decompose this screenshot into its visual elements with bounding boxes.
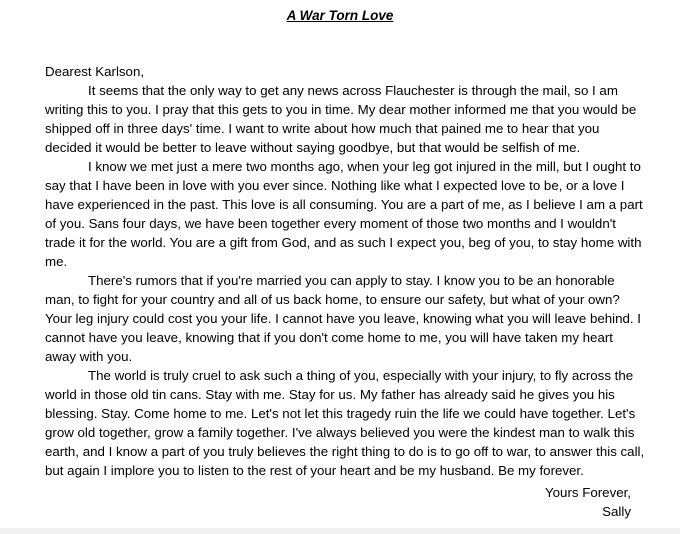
paragraph-1: It seems that the only way to get any news across Flauchester is through the mail, so I am writing this to you. I pray that this gets to you in time. My dear mother informed me that you would be shipped off in three days' time. I want to write about how much that pained me to hear that you decided it would be better to leave without saying goodbye, but that would be selfish of me. xyxy=(45,83,637,155)
paragraph-4: The world is truly cruel to ask such a thing of you, especially with your injury, to fly across the world in those old tin cans. Stay with me. Stay for us. My father has already said he gives you his blessing. Stay. Come home to me. Let's not let this tragedy ruin the life we could have together. Let's grow old together, grow a family together. I've always believed you were the kindest man to walk this earth, and I know a part of you truly believes the right thing to do is to go off to war, to answer this call, but again I implore you to listen to the rest of your heart and be my husband. Be my forever. xyxy=(45,368,645,478)
paragraph-2: I know we met just a mere two months ago, when your leg got injured in the mill, but I ought to say that I have been in love with you ever since. Nothing like what I expected love to be, or a love I have experienced in the past. This love is all consuming. You are a part of me, as I believe I am a part of you. Sans four days, we have been together every moment of those two months and I wouldn't trade it for the world. You are a gift from God, and as such I expect you, beg of you, to stay home with me. xyxy=(45,159,643,269)
document-title: A War Torn Love xyxy=(286,8,394,23)
salutation: Dearest Karlson, xyxy=(45,64,145,79)
closing: Yours Forever, xyxy=(545,485,631,500)
paragraph-3: There's rumors that if you're married you can apply to stay. I know you to be an honorable man, to fight for your country and all of us back home, to ensure our safety, but what of your own? Your leg injury could cost you your life. I cannot have you leave, knowing what you will leave behind. I cannot have you leave, knowing that if you don't come home to me, you will have taken my heart away with you. xyxy=(45,273,642,364)
page-bottom-edge xyxy=(0,528,680,534)
signature: Sally xyxy=(602,504,631,519)
letter-body xyxy=(45,62,645,521)
